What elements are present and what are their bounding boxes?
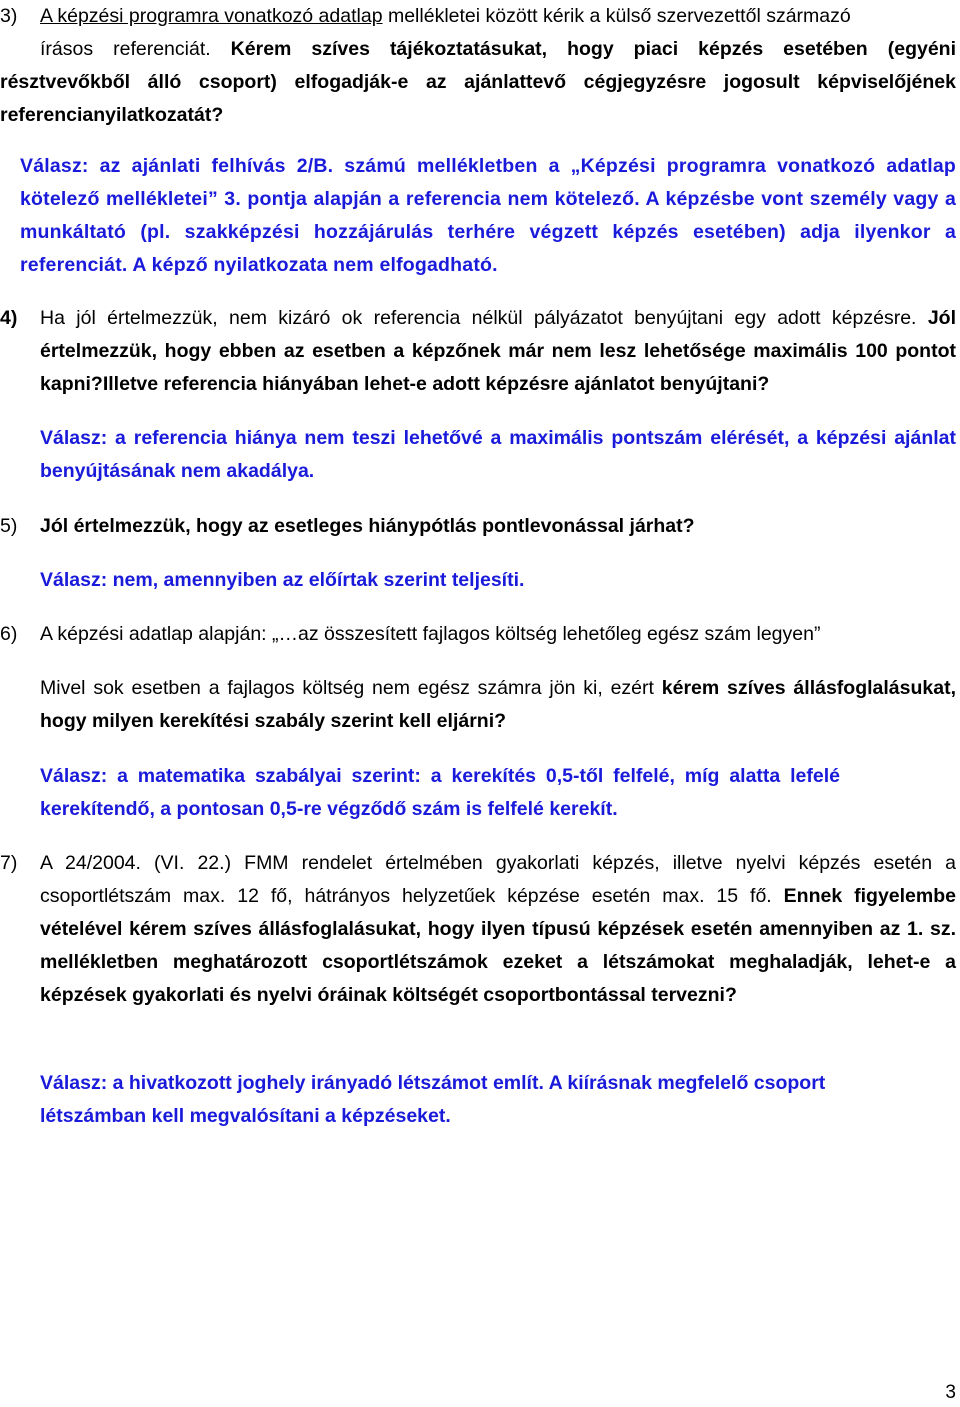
question-6-line1: A képzési adatlap alapján: „…az összesített fajlagos költség lehetőleg egész szám legyen” <box>40 623 821 645</box>
q3-number: 3) <box>0 5 18 27</box>
q3-text-2: írásos referenciát. <box>40 38 231 60</box>
q3-underlined-title: A képzési programra vonatkozó adatlap <box>40 5 383 27</box>
q6-text: Mivel sok esetben a fajlagos költség nem egész számra jön ki, ezért <box>40 677 662 699</box>
question-4 <box>40 302 956 401</box>
question-5: Jól értelmezzük, hogy az esetleges hiánypótlás pontlevonással járhat? <box>40 515 695 537</box>
q3-text: mellékletei között kérik a külső szervezettől származó <box>382 5 851 27</box>
question-3 <box>40 0 956 33</box>
q7-bold-question: Ennek figyelembe vételével kérem szíves állásfoglalásukat, hogy ilyen típusú képzések esetén amennyiben az 1. sz. mellékletben meghatározott csoportlétszámok ezeket a létszámokat meghaladják, lehet-e a képzések gyakorlati és nyelvi óráinak költségét csoportbontással tervezni? <box>40 885 956 1006</box>
q6-bold-question: kérem szíves állásfoglalásukat, hogy milyen kerekítési szabály szerint kell eljárni? <box>40 677 956 732</box>
page-number: 3 <box>945 1382 956 1403</box>
q6-number: 6) <box>0 623 18 645</box>
q3-bold-question: Kérem szíves tájékoztatásukat, hogy piaci képzés esetében (egyéni résztvevőkből álló csoport) elfogadják-e az ajánlattevő cégjegyzésre jogosult képviselőjének referencianyilatkozatát? <box>0 38 956 126</box>
q4-bold-question: Jól értelmezzük, hogy ebben az esetben a képzőnek már nem lesz lehetősége maximális 100 pontot kapni?Illetve referencia hiányában lehet-e adott képzésre ajánlatot benyújtani? <box>40 307 957 395</box>
answer-3: Válasz: az ajánlati felhívás 2/B. számú mellékletben a „Képzési programra vonatkozó adatlap kötelező mellékletei” 3. pontja alapján a referencia nem kötelező. A képzésbe vont személy vagy a munkáltató (pl. szakképzési hozzájárulás terhére végzett képzés esetében) adja ilyenkor a referenciát. A képző nyilatkozata nem elfogadható. <box>20 155 956 276</box>
answer-5: Válasz: nem, amennyiben az előírtak szerint teljesíti. <box>40 569 525 591</box>
question-6 <box>40 672 956 738</box>
q7-text: A 24/2004. (VI. 22.) FMM rendelet értelmében gyakorlati képzés, illetve nyelvi képzés esetén a csoportlétszám max. 12 fő, hátrányos helyzetűek képzése esetén max. 15 fő. <box>40 852 956 907</box>
answer-6: Válasz: a matematika szabályai szerint: a kerekítés 0,5-től felfelé, míg alatta lefelé kerekítendő, a pontosan 0,5-re végződő szám is felfelé kerekít. <box>40 765 840 820</box>
q4-text: Ha jól értelmezzük, nem kizáró ok referencia nélkül pályázatot benyújtani egy adott képzésre. <box>40 307 917 329</box>
question-7 <box>40 847 956 1012</box>
q4-number: 4) <box>0 307 18 329</box>
answer-7: Válasz: a hivatkozott joghely irányadó létszámot említ. A kiírásnak megfelelő csoport létszámban kell megvalósítani a képzéseket. <box>40 1072 826 1127</box>
answer-4: Válasz: a referencia hiánya nem teszi lehetővé a maximális pontszám elérését, a képzési ajánlat benyújtásának nem akadálya. <box>40 427 956 482</box>
question-3-continued <box>0 33 956 132</box>
q7-number: 7) <box>0 852 18 874</box>
q5-number: 5) <box>0 515 18 537</box>
